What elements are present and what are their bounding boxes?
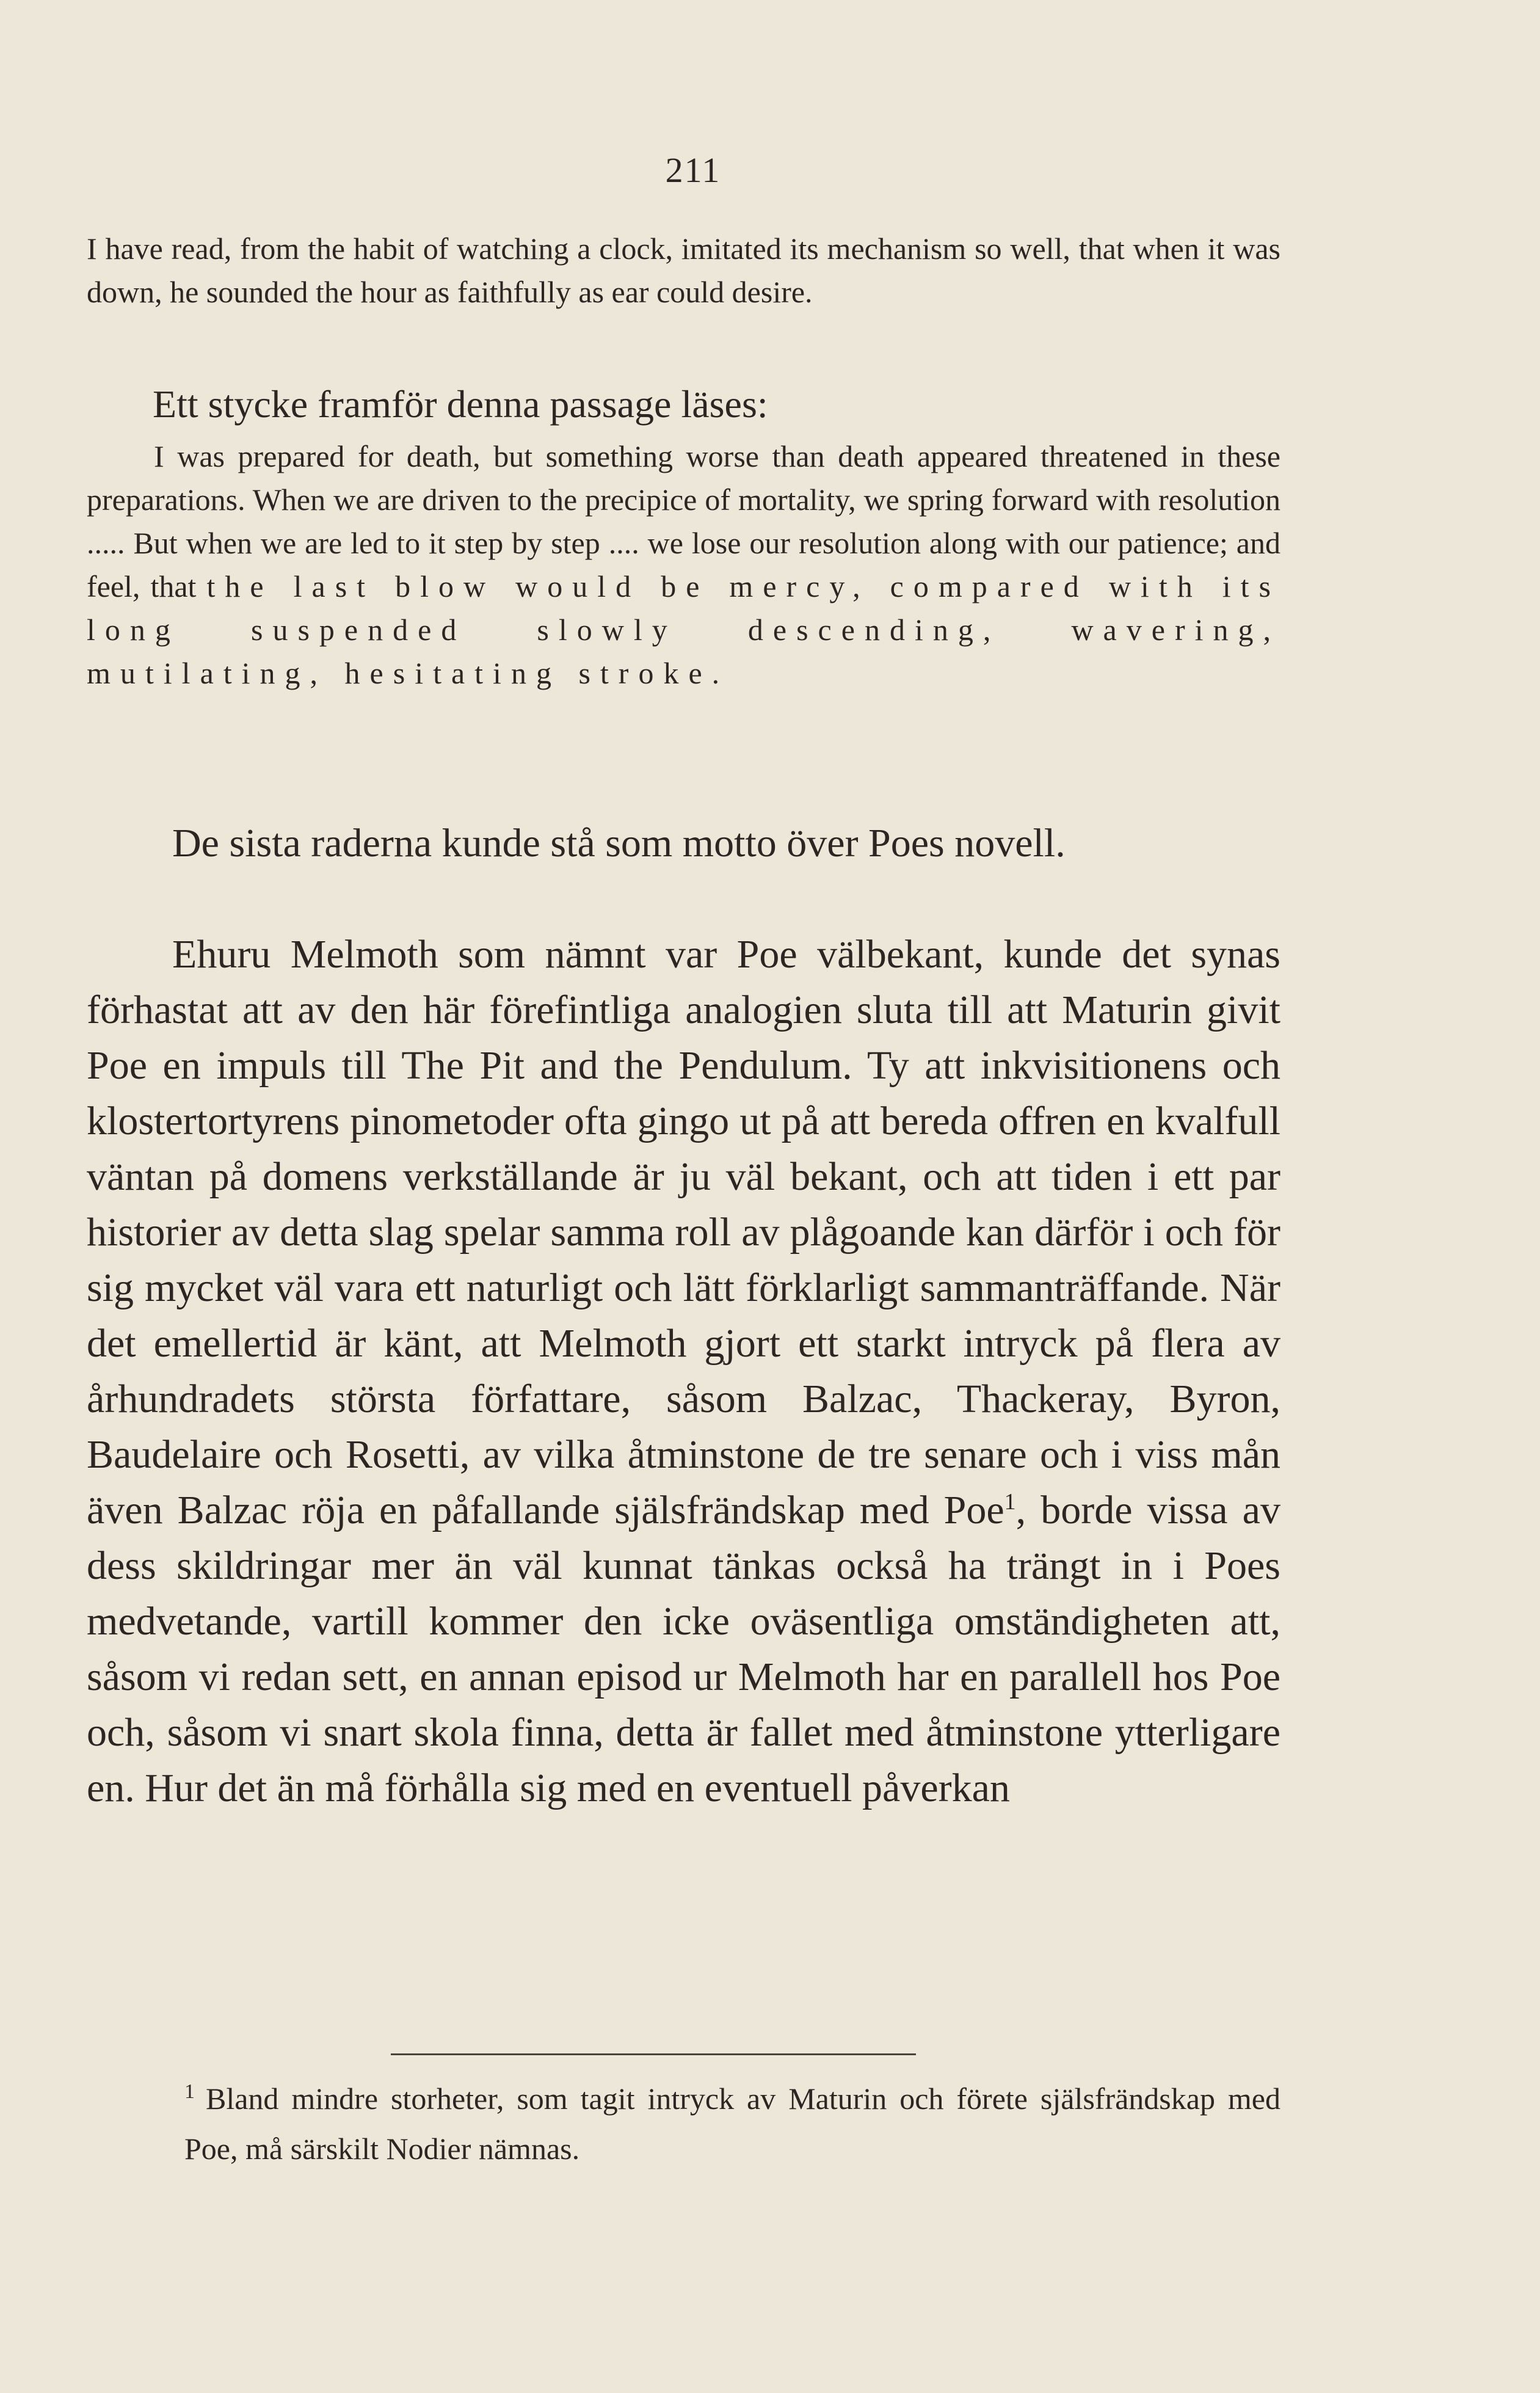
quote-continuation-text: I have read, from the habit of watching a clock, imitated its mechanism so well, that when it was down, he sounded the hour as faithfully as ear could desire. <box>87 231 1280 309</box>
quote-passage-spaced-text: the last blow would be mercy, compared with its long suspended slowly descending, wavering, mutilating, hesitating stroke. <box>87 569 1280 690</box>
footnote-divider <box>391 2053 916 2055</box>
footnote-reference: 1 <box>1004 1489 1016 1515</box>
quote-lead-in <box>153 380 1282 429</box>
footnote-text: Bland mindre storheter, som tagit intryck av Maturin och förete själsfrändskap med Poe, må särskilt Nodier nämnas. <box>184 2082 1280 2166</box>
quote-passage-text: I was prepared for death, but something worse than death appeared threatened in these preparations. When we are driven to the precipice of mortality, we spring forward with resolution ..... But when we are led to it step by step .... we lose our resolution along with our patience; and feel, that <box>87 439 1280 603</box>
page-number: 211 <box>665 150 721 190</box>
paragraph-2-text-a: Ehuru Melmoth som nämnt var Poe välbekant, kunde det synas förhastat att av den här förefintliga analogien sluta till att Maturin givit Poe en impuls till The Pit and the Pendulum. Ty att inkvisitionens och klostertortyrens pinometoder ofta gingo ut på att bereda offren en kvalfull väntan på domens verkställande är ju väl bekant, och att tiden i ett par historier av detta slag spelar samma roll av plågoande kan därför i och för sig mycket väl vara ett naturligt och lätt förklarligt sammanträffande. När det emellertid är känt, att Melmoth gjort ett starkt intryck på flera av århundradets största författare, såsom Balzac, Thackeray, Byron, Baudelaire och Rosetti, av vilka åtminstone de tre senare och i viss mån även Balzac röja en påfallande själsfrändskap med Poe <box>87 932 1280 1532</box>
quote-passage <box>87 435 1280 695</box>
lead-in-text: Ett stycke framför denna passage läses: <box>153 382 768 426</box>
body-paragraph-2 <box>87 927 1280 1816</box>
paragraph-2-text-b: , borde vissa av dess skildringar mer än väl kunnat tänkas också ha trängt in i Poes medvetande, vartill kommer den icke oväsentliga omständigheten att, såsom vi redan sett, en annan episod ur Melmoth har en parallell hos Poe och, såsom vi snart skola finna, detta är fallet med åtminstone ytterligare en. Hur det än må förhålla sig med en eventuell påverkan <box>87 1488 1280 1810</box>
body-paragraph-1 <box>87 815 1280 871</box>
footnote-marker: 1 <box>184 2080 195 2103</box>
quote-continuation <box>87 227 1280 314</box>
footnote <box>184 2074 1280 2174</box>
paragraph-1-text: De sista raderna kunde stå som motto över Poes novell. <box>172 821 1066 865</box>
